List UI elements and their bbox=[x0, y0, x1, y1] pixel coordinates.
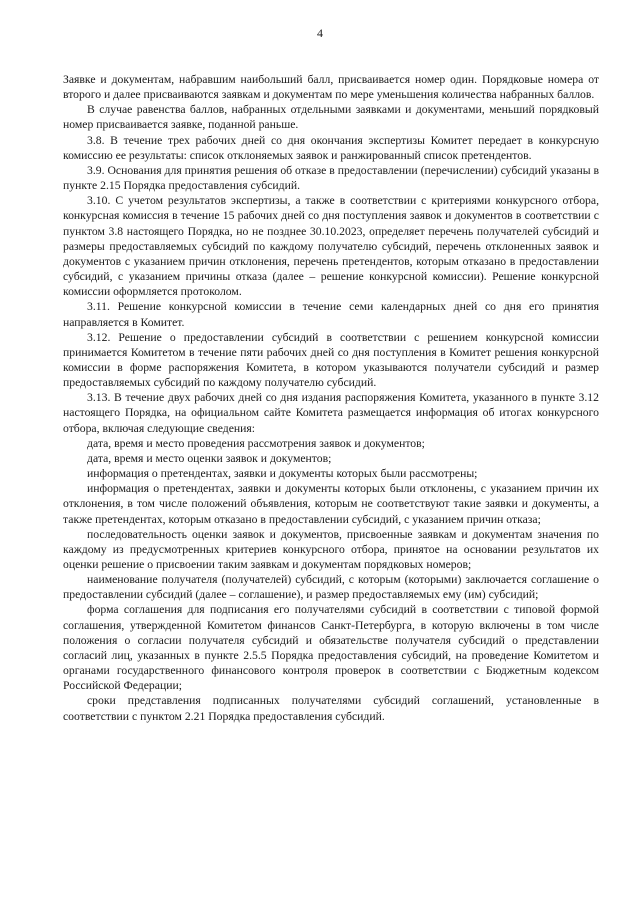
paragraph-3-12: 3.12. Решение о предоставлении субсидий в соответствии с решением конкурсной комиссии принимается Комитетом в течение пяти рабочих дней со дня поступления в Комитет решения конкурсной комиссии в форме распоряжения Комитета, в котором указываются получатели субсидий и размер предоставляемых субсидий по каждому получателю субсидий. bbox=[63, 330, 599, 390]
paragraph-3-13: 3.13. В течение двух рабочих дней со дня издания распоряжения Комитета, указанного в пункте 3.12 настоящего Порядка, на официальном сайте Комитета размещается информация об итогах конкурсного отбора, включая следующие сведения: bbox=[63, 391, 599, 435]
paragraph-equal-scores: В случае равенства баллов, набранных отдельными заявками и документами, меньший порядковый номер присваивается заявке, поданной раньше. bbox=[63, 103, 599, 132]
paragraph-3-11: 3.11. Решение конкурсной комиссии в течение семи календарных дней со дня его принятия направляется в Комитет. bbox=[63, 300, 599, 329]
paragraph-3-8: 3.8. В течение трех рабочих дней со дня окончания экспертизы Комитет передает в конкурсную комиссию ее результаты: список отклоняемых заявок и ранжированный список претендентов. bbox=[63, 133, 599, 162]
list-item-reviewed-applicants: информация о претендентах, заявки и документы которых были рассмотрены; bbox=[87, 467, 478, 481]
list-item-evaluation-date: дата, время и место оценки заявок и документов; bbox=[87, 451, 332, 465]
paragraph-3-10: 3.10. С учетом результатов экспертизы, а также в соответствии с критериями конкурсного отбора, конкурсная комиссия в течение 15 рабочих дней со дня поступления заявок и документов в соответствии с пунктом 3.8 настоящего Порядка, но не позднее 30.10.2023, определяет перечень получателей субсидий и размеры предоставляемых субсидий по каждому получателю субсидий, перечень отклоненных заявок и документов с указанием причин отклонения, перечень претендентов, которым отказано в предоставлении субсидий, с указанием причины отказа (далее – решение конкурсной комиссии). Решение конкурсной комиссии оформляется протоколом. bbox=[63, 194, 599, 299]
list-item-rejected-applicants: информация о претендентах, заявки и документы которых были отклонены, с указанием причин их отклонения, в том числе положений объявления, которым не соответствуют такие заявки и документы, а также претендентах, которым отказано в предоставлении субсидий, с указанием причин отказа; bbox=[63, 482, 599, 526]
paragraph-ranking-continuation: Заявке и документам, набравшим наибольший балл, присваивается номер один. Порядковые номера от второго и далее присваиваются заявкам и документам по мере уменьшения количества набранных баллов. bbox=[63, 73, 599, 102]
list-item-agreement-form: форма соглашения для подписания его получателями субсидий в соответствии с типовой формой соглашения, утвержденной Комитетом финансов Санкт-Петербурга, в которую включены в том числе положения о согласии получателя субсидий и обязательстве получателя субсидий о представлении согласий лиц, указанных в пункте 2.5.5 Порядка предоставления субсидий, на проведение Комитетом и органами государственного финансового контроля проверок в соответствии с Бюджетным кодексом Российской Федерации; bbox=[63, 603, 599, 693]
list-item-evaluation-sequence: последовательность оценки заявок и документов, присвоенные заявкам и документам значения по каждому из предусмотренных критериев конкурсного отбора, принятое на основании результатов их оценки решение о присвоении таким заявкам и документам порядковых номеров; bbox=[63, 527, 599, 571]
list-item-review-date: дата, время и место проведения рассмотрения заявок и документов; bbox=[87, 436, 425, 450]
list-item-recipient-name: наименование получателя (получателей) субсидий, с которым (которыми) заключается соглашение о предоставлении субсидий (далее – соглашение), и размер предоставляемых ему (им) субсидий; bbox=[63, 573, 599, 602]
document-body bbox=[63, 72, 599, 724]
list-item-submission-deadlines: сроки представления подписанных получателями субсидий соглашений, установленные в соответствии с пунктом 2.21 Порядка предоставления субсидий. bbox=[63, 694, 599, 723]
paragraph-3-9: 3.9. Основания для принятия решения об отказе в предоставлении (перечислении) субсидий указаны в пункте 2.15 Порядка предоставления субсидий. bbox=[63, 163, 599, 193]
page-number: 4 bbox=[317, 26, 323, 40]
